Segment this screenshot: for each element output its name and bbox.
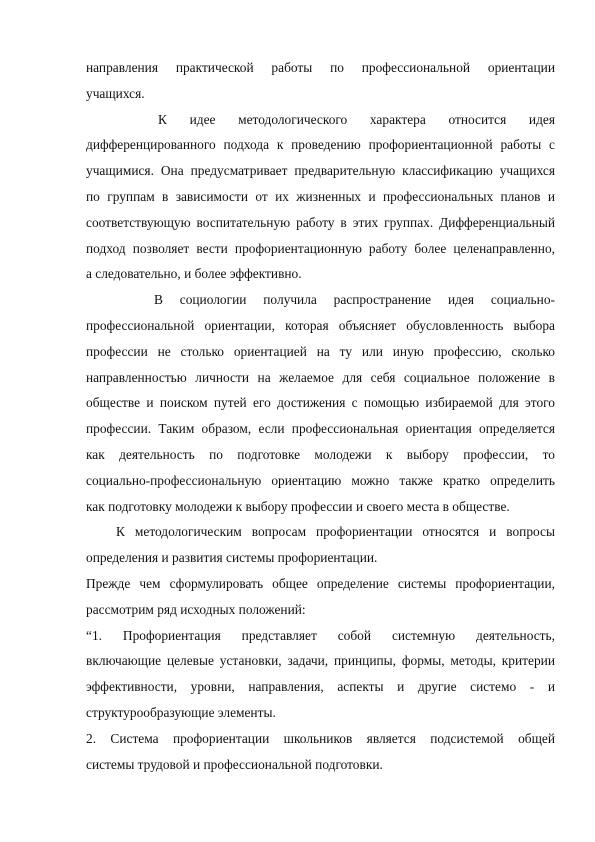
text-line: системы трудовой и профессиональной подготовки. — [86, 756, 383, 772]
paragraph-0 — [86, 55, 555, 107]
paragraph-1 — [86, 107, 555, 288]
text-line: соответствующую воспитательную работу в этих группах. Дифференциальный — [86, 214, 555, 230]
text-line: профессии не столько ориентацией на ту или иную профессию, сколько — [86, 343, 555, 359]
paragraph-6 — [86, 726, 555, 778]
paragraph-5 — [86, 623, 555, 726]
text-line: “1. Профориентация представляет собой системную деятельность, — [86, 627, 555, 643]
text-line: обществе и поиском путей его достижения с помощью избираемой для этого — [86, 395, 555, 411]
text-line: направления практической работы по профессиональной ориентации — [86, 60, 555, 75]
text-line: как подготовку молодежи к выбору профессии и своего места в обществе. — [86, 498, 510, 514]
text-line: учащимися. Она предусматривает предварительную классификацию учащихся — [86, 163, 555, 179]
text-line: как деятельность по подготовке молодежи к выбору профессии, то — [86, 446, 555, 462]
text-line: профессиональной ориентации, которая объясняет обусловленность выбора — [86, 317, 555, 333]
text-line: К методологическим вопросам профориентации относятся и вопросы — [116, 524, 555, 540]
text-line: а следовательно, и более эффективно. — [86, 266, 302, 282]
text-line: включающие целевые установки, задачи, принципы, формы, методы, критерии — [86, 653, 555, 669]
text-line: рассмотрим ряд исходных положений: — [86, 601, 306, 617]
text-line: подход позволяет вести профориентационную работу более целенаправленно, — [86, 240, 555, 256]
text-line: Прежде чем сформулировать общее определение системы профориентации, — [86, 575, 555, 591]
text-line: определения и развития системы профориентации. — [86, 550, 378, 566]
text-line: 2. Система профориентации школьников является подсистемой общей — [86, 730, 555, 746]
text-line: структурообразующие элементы. — [86, 704, 276, 720]
text-line: социально-профессиональную ориентацию можно также кратко определить — [86, 472, 555, 488]
text-line: учащихся. — [86, 85, 145, 101]
text-line: эффективности, уровни, направления, аспекты и другие системо - и — [86, 679, 555, 695]
text-line: К идее методологического характера относится идея — [158, 111, 555, 127]
text-line: В социологии получила распространение идея социально- — [154, 292, 555, 308]
paragraph-2 — [86, 287, 555, 519]
text-line: по группам в зависимости от их жизненных и профессиональных планов и — [86, 188, 555, 204]
paragraph-3 — [86, 519, 555, 571]
text-line: направленностью личности на желаемое для себя социальное положение в — [86, 369, 555, 385]
text-line: профессии. Таким образом, если профессиональная ориентация определяется — [86, 421, 555, 437]
text-line: дифференцированного подхода к проведению профориентационной работы с — [86, 137, 555, 153]
paragraph-4 — [86, 571, 555, 623]
document-page — [86, 55, 555, 777]
